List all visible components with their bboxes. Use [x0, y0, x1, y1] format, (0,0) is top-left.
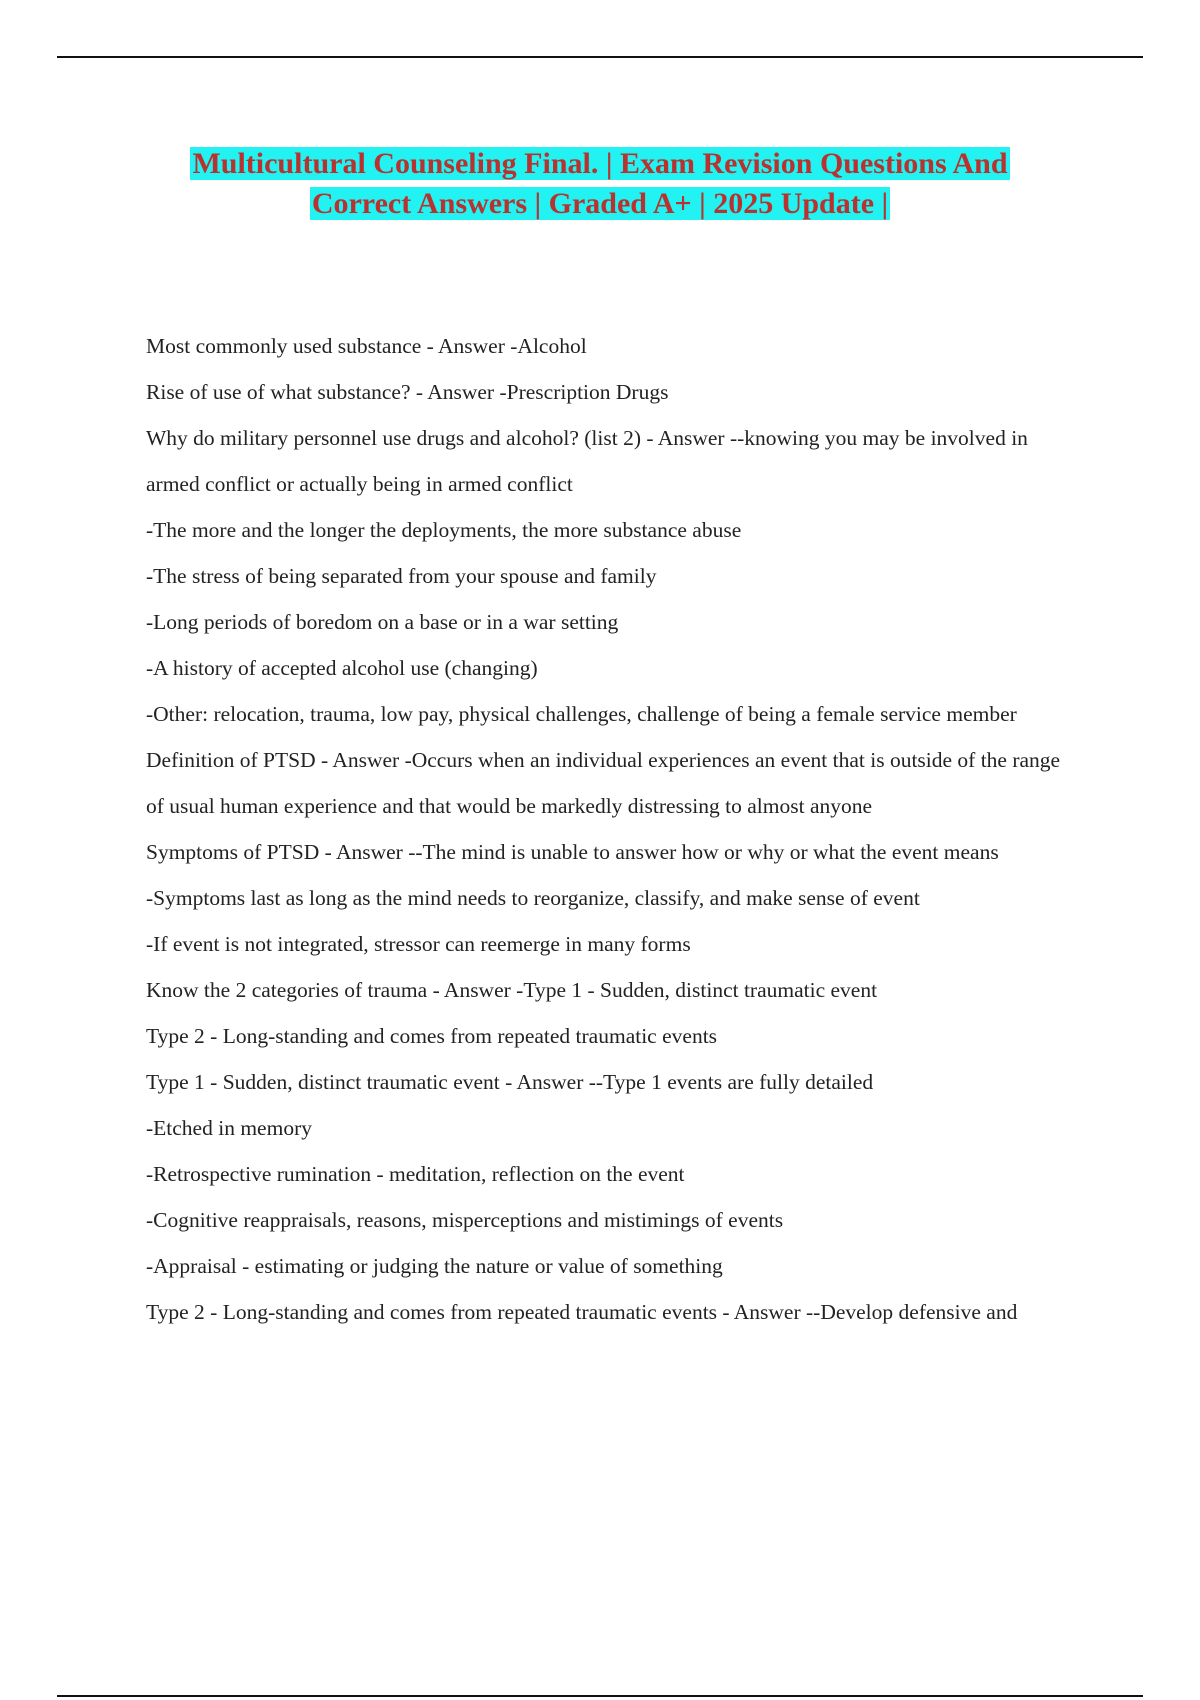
- paragraph: -The stress of being separated from your spouse and family: [146, 564, 657, 588]
- paragraph: -A history of accepted alcohol use (changing): [146, 656, 538, 680]
- paragraph: Symptoms of PTSD - Answer --The mind is unable to answer how or why or what the event means: [146, 840, 999, 864]
- paragraph: -Symptoms last as long as the mind needs to reorganize, classify, and make sense of event: [146, 886, 920, 910]
- paragraph: Type 2 - Long-standing and comes from repeated traumatic events - Answer --Develop defensive and: [146, 1300, 1018, 1324]
- paragraph: -Etched in memory: [146, 1116, 312, 1140]
- paragraph: -Cognitive reappraisals, reasons, misperceptions and mistimings of events: [146, 1208, 784, 1232]
- paragraph: armed conflict or actually being in armed conflict: [146, 472, 573, 496]
- document-body: [146, 331, 1088, 1343]
- paragraph: Know the 2 categories of trauma - Answer -Type 1 - Sudden, distinct traumatic event: [146, 978, 878, 1002]
- title-line-2: Correct Answers | Graded A+ | 2025 Update |: [311, 187, 889, 220]
- paragraph: Rise of use of what substance? - Answer -Prescription Drugs: [146, 380, 669, 404]
- document-title: [100, 144, 1100, 224]
- paragraph: Definition of PTSD - Answer -Occurs when an individual experiences an event that is outside of the range: [146, 748, 1061, 772]
- paragraph: Type 1 - Sudden, distinct traumatic event - Answer --Type 1 events are fully detailed: [146, 1070, 874, 1094]
- header-rule: [57, 56, 1143, 58]
- paragraph: Type 2 - Long-standing and comes from repeated traumatic events: [146, 1024, 718, 1048]
- paragraph: -If event is not integrated, stressor can reemerge in many forms: [146, 932, 691, 956]
- paragraph: -The more and the longer the deployments, the more substance abuse: [146, 518, 742, 542]
- paragraph: -Long periods of boredom on a base or in a war setting: [146, 610, 619, 634]
- title-line-1: Multicultural Counseling Final. | Exam Revision Questions And: [192, 147, 1008, 180]
- footer-rule: [57, 1695, 1143, 1697]
- paragraph: -Other: relocation, trauma, low pay, physical challenges, challenge of being a female service member: [146, 702, 1017, 726]
- paragraph: -Retrospective rumination - meditation, reflection on the event: [146, 1162, 685, 1186]
- paragraph: Most commonly used substance - Answer -Alcohol: [146, 334, 587, 358]
- paragraph: -Appraisal - estimating or judging the nature or value of something: [146, 1254, 723, 1278]
- paragraph: of usual human experience and that would be markedly distressing to almost anyone: [146, 794, 873, 818]
- paragraph: Why do military personnel use drugs and alcohol? (list 2) - Answer --knowing you may be involved in: [146, 426, 1028, 450]
